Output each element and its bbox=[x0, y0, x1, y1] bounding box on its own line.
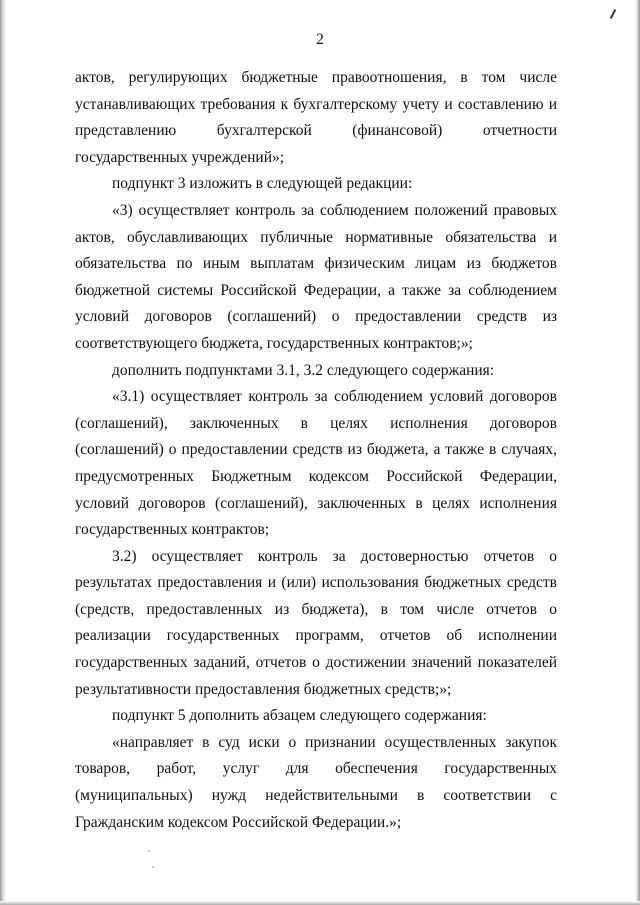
paragraph-subpoint-3-instruction: подпункт 3 изложить в следующей редакции: bbox=[112, 175, 413, 193]
scan-speck bbox=[152, 866, 154, 868]
paragraph-subpoint-3-1: «3.1) осуществляет контроль за соблюдением условий договоров (соглашений), заключенных в целях исполнения договоров (соглашений) о предоставлении средств из бюджета, а также в случаях, предусмотренных Бюджетным кодексом Российской Федерации, условий договоров (соглашений), заключенных в целях исполнения государственных контрактов; bbox=[75, 388, 557, 539]
scan-mark bbox=[610, 9, 616, 19]
scan-left-edge bbox=[0, 0, 6, 905]
paragraph-subpoint-3-text: «3) осуществляет контроль за соблюдением положений правовых актов, обуславливающих публичные нормативные обязательства и обязательства по иным выплатам физическим лицам из бюджетов бюджетной системы Российской Федерации, а также за соблюдением условий договоров (соглашений) о предоставлении средств из соответствующего бюджета, государственных контрактов;»; bbox=[75, 201, 557, 352]
document-body bbox=[75, 65, 557, 836]
paragraph-subpoint-5-text: «направляет в суд иски о признании осуществленных закупок товаров, работ, услуг для обеспечения государственных (муниципальных) нужд недействительными в соответствии с Гражданским кодексом Российской Федерации.»; bbox=[75, 733, 557, 831]
paragraph-continuation: актов, регулирующих бюджетные правоотношения, в том числе устанавливающих требования к бухгалтерскому учету и составлению и представлению бухгалтерской (финансовой) отчетности государственных учреждений»; bbox=[75, 69, 557, 166]
page-number: 2 bbox=[316, 31, 324, 48]
scan-bottom-edge bbox=[0, 901, 640, 905]
scan-right-edge bbox=[635, 0, 640, 905]
paragraph-subpoint-5-instruction: подпункт 5 дополнить абзацем следующего содержания: bbox=[112, 707, 487, 725]
scan-speck bbox=[148, 850, 150, 852]
paragraph-add-subpoints-instruction: дополнить подпунктами 3.1, 3.2 следующего содержания: bbox=[112, 361, 495, 379]
paragraph-subpoint-3-2: 3.2) осуществляет контроль за достоверностью отчетов о результатах предоставления и (или) использования бюджетных средств (средств, предоставленных из бюджета), в том числе отчетов о реализации государственных программ, отчетов об исполнении государственных заданий, отчетов о достижении значений показателей результативности предоставления бюджетных средств;»; bbox=[75, 547, 557, 698]
